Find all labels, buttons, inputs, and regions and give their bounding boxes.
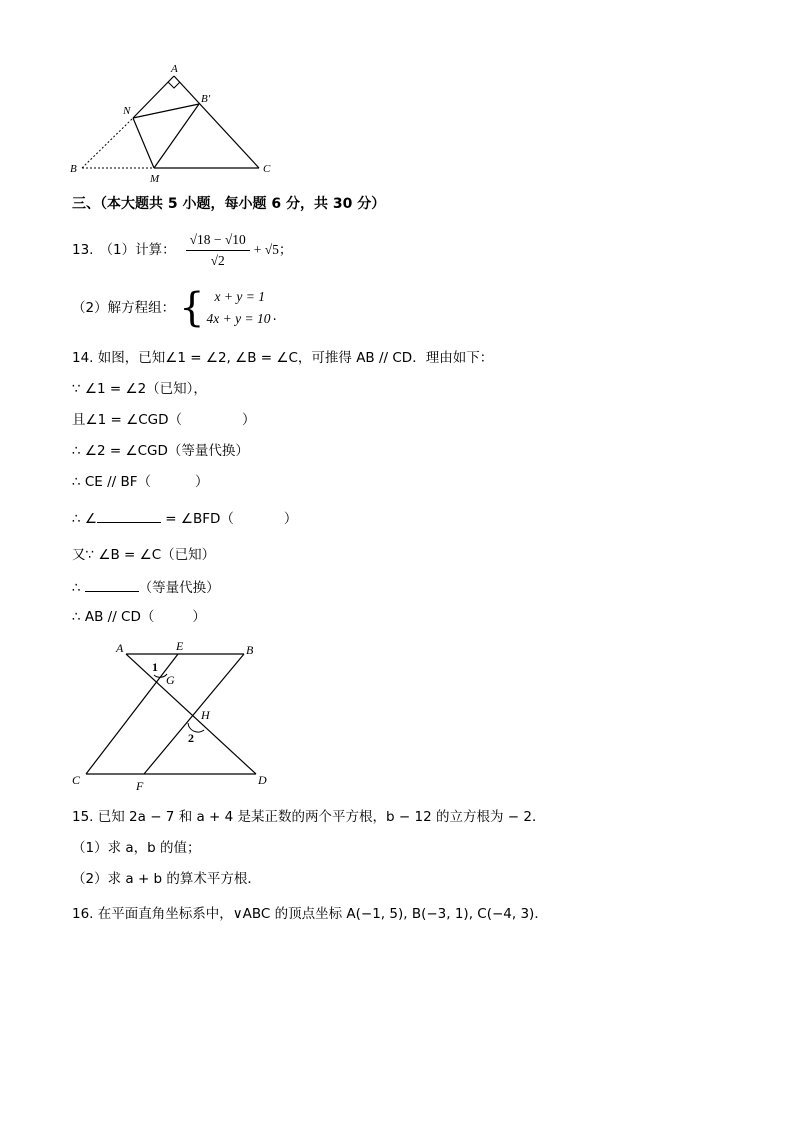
fig1-label-a: A [171, 63, 178, 75]
fig2-label-b: B [246, 643, 254, 657]
q15-part1: （1）求 a，b 的值； [72, 840, 201, 856]
fig2-label-e: E [176, 639, 184, 653]
fig2-label-2: 2 [188, 731, 194, 745]
q14-line5 [72, 508, 297, 528]
q13-part1 [72, 228, 292, 272]
equation-2: 4x + y = 10 [206, 311, 271, 326]
fig1-label-m: M [150, 173, 160, 185]
fig2-label-h: H [201, 708, 210, 722]
q13-part2-prefix: （2）解方程组： [72, 300, 176, 316]
q14-line8-text: ∴ AB // CD（ [72, 609, 155, 625]
q14-line8 [72, 608, 206, 626]
q13-part2 [72, 285, 277, 331]
q15-stem: 15. 已知 2a − 7 和 a + 4 是某正数的两个平方根，b − 12 的立方根为 − 2． [72, 809, 546, 825]
fig1-label-b: B [70, 163, 77, 175]
q13-part1-tail: + √5； [253, 242, 293, 257]
fig1-label-c: C [263, 163, 271, 175]
q14-line4 [72, 473, 209, 491]
q13-part2-end: . [272, 308, 277, 324]
q14-line1: ∵ ∠1 = ∠2（已知）， [72, 381, 207, 397]
q16-stem: 16. 在平面直角坐标系中，∨ABC 的顶点坐标 A(−1, 5), B(−3, 1), C(−4, 3)． [72, 906, 548, 922]
q14-line7-end: （等量代换） [138, 580, 220, 596]
section-heading: 三、（本大题共 5 小题，每小题 6 分，共 30 分） [72, 196, 386, 212]
answer-blank-angle[interactable] [97, 508, 161, 523]
q14-line7-start: ∴ [72, 580, 81, 596]
q14-stem: 14. 如图，已知∠1 = ∠2, ∠B = ∠C，可推得 AB // CD．理由如下： [72, 350, 494, 366]
fig1-label-n: N [123, 105, 131, 117]
q14-line3: ∴ ∠2 = ∠CGD（等量代换） [72, 443, 249, 459]
fig1-label-bprime: B′ [201, 93, 211, 105]
q13-part1-prefix: （1）计算： [99, 242, 176, 258]
q13-fraction [186, 231, 250, 270]
q14-line4-close: ） [195, 474, 209, 490]
q14-line2-close: ） [241, 412, 256, 428]
fig2-label-a: A [116, 641, 124, 655]
fig2-label-f: F [136, 779, 144, 793]
q14-line2 [72, 411, 255, 429]
answer-blank-equation[interactable] [85, 577, 139, 592]
fig2-label-1: 1 [152, 660, 158, 674]
q15-part2: （2）求 a + b 的算术平方根． [72, 871, 261, 887]
q14-line6: 又∵ ∠B = ∠C（已知） [72, 547, 216, 563]
fig2-label-c: C [72, 773, 81, 787]
q13-number: 13. [72, 242, 94, 258]
q14-line2-text: 且∠1 = ∠CGD（ [72, 412, 182, 428]
equation-1: x + y = 1 [214, 289, 266, 304]
equation-brace: { [179, 285, 205, 331]
triangle-fold-figure [60, 58, 290, 188]
parallel-lines-figure [64, 638, 284, 798]
q14-line5-close: ） [283, 511, 298, 527]
fig2-label-g: G [166, 673, 175, 687]
q14-line5-mid: = ∠BFD（ [165, 511, 234, 527]
equation-system [207, 286, 271, 330]
q14-line4-text: ∴ CE // BF（ [72, 474, 152, 490]
q14-line5-start: ∴ ∠ [72, 511, 97, 527]
q13-denominator: √2 [210, 252, 225, 268]
q14-line7 [72, 577, 220, 597]
q13-numerator: √18 − √10 [186, 231, 250, 251]
fig2-label-d: D [258, 773, 267, 787]
q14-line8-close: ） [192, 609, 206, 625]
